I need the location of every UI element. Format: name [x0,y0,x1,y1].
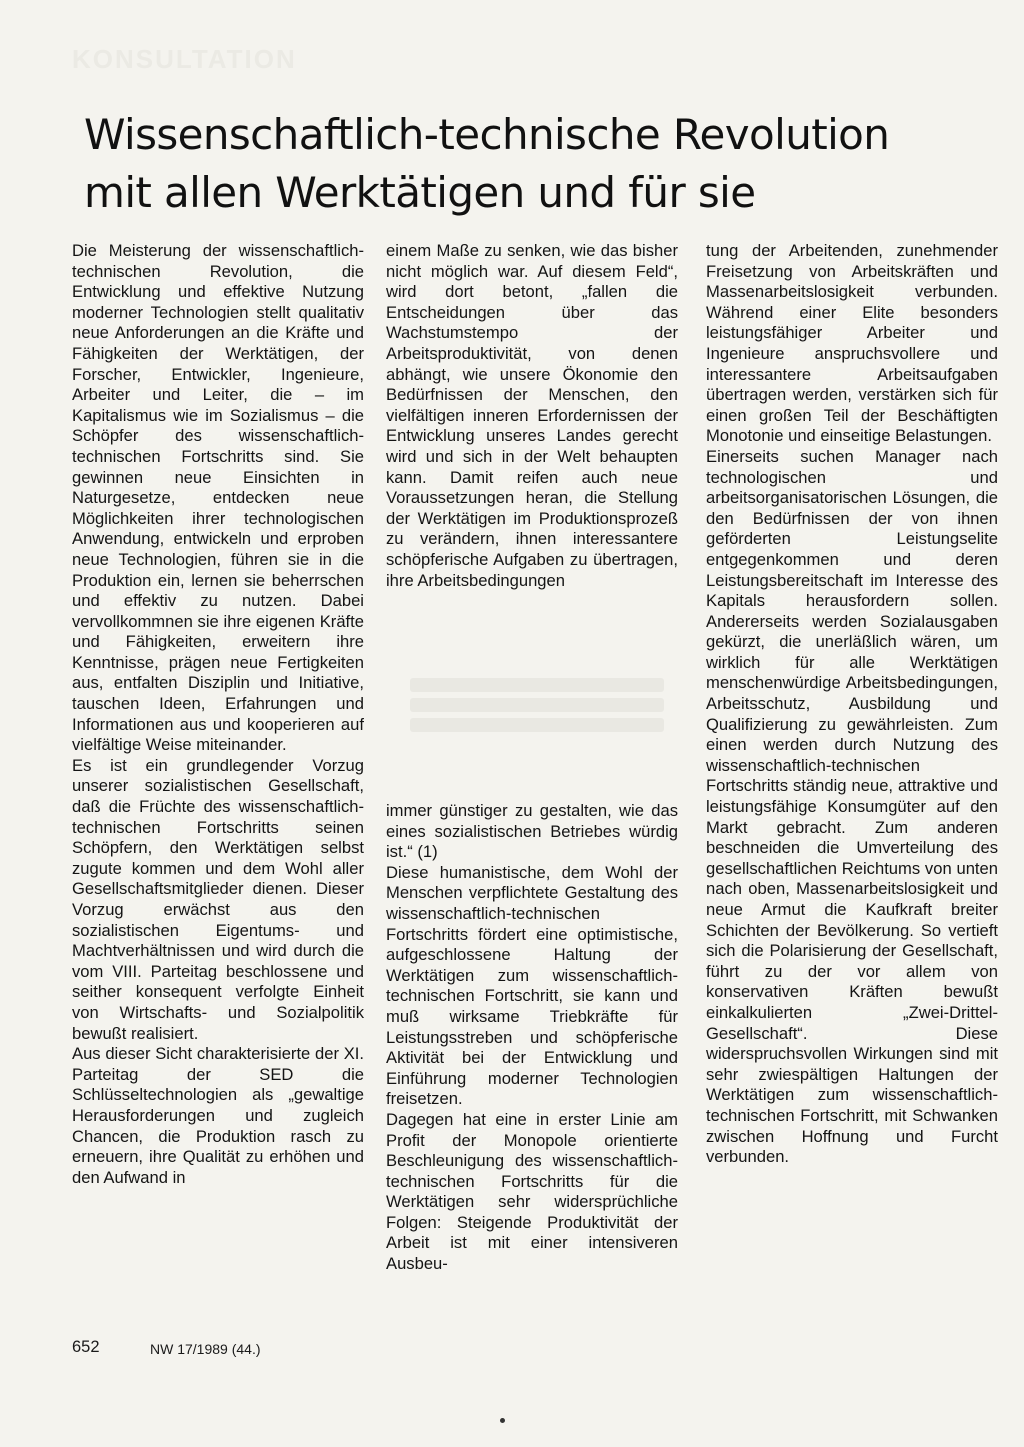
paragraph: einem Maße zu senken, wie das bisher nicht möglich war. Auf diesem Feld“, wird dort betont, „fallen die Entscheidungen über das Wachstumstempo der Arbeitsproduktivität, von denen abhängt, wie unsere Ökonomie den Bedürfnissen der Menschen, den vielfältigen inneren Erfordernissen der Entwicklung unseres Landes gerecht wird und sich in der Welt behaupten kann. Damit reifen auch neue Voraussetzungen heran, die Stellung der Werktätigen im Produktionsprozeß zu verändern, ihnen interessantere schöpferische Aufgaben zu übertragen, ihre Arbeitsbedingungen [386,241,678,590]
page-number: 652 [72,1338,100,1356]
paragraph: Diese humanistische, dem Wohl der Menschen verpflichtete Gestaltung des wissenschaftlich-technischen Fortschritts fördert eine optimistische, aufgeschlossene Haltung der Werktätigen zum wissenschaftlich-technischen Fortschritt, sie kann und muß wirksame Triebkräfte für Leistungsstreben und schöpferische Aktivität bei der Entwicklung und Einführung moderner Technologien freisetzen. [386,862,678,1109]
faded-line [410,718,664,732]
paragraph: Die Meisterung der wissenschaftlich-technischen Revolution, die Entwicklung und effektive Nutzung moderner Technologien stellt qualitativ neue Anforderungen an die Kräfte und Fähigkeiten der Werktätigen, der Forscher, Entwickler, Ingenieure, Arbeiter und Leiter, die – im Kapitalismus wie im Sozialismus – die Schöpfer des wissenschaftlich-technischen Fortschritts sind. Sie gewinnen neue Einsichten in Naturgesetze, entdecken neue Möglichkeiten ihrer technologischen Anwendung, entwickeln und erproben neue Technologien, führen sie in die Produktion ein, lernen sie beherrschen und effektiv zu nutzen. Dabei vervollkommnen sie ihre eigenen Kräfte und Fähigkeiten, erweitern ihre Kenntnisse, prägen neue Fertigkeiten aus, entfalten Disziplin und Initiative, tauschen Ideen, Erfahrungen und Informationen aus und kooperieren auf vielfältige Weise miteinander. [72,241,364,755]
paragraph: immer günstiger zu gestalten, wie das eines sozialistischen Betriebes würdig ist.“ (1) [386,801,678,862]
body-column-3 [706,241,998,1168]
faded-line [410,678,664,692]
headline-line-1: Wissenschaftlich-technische Revolution [84,110,890,159]
headline-line-2: mit allen Werktätigen und für sie [84,168,756,217]
paragraph: Dagegen hat eine in erster Linie am Profit der Monopole orientierte Beschleunigung des wissenschaftlich-technischen Fortschritts für die Werktätigen sehr widersprüchliche Folgen: Steigende Produktivität der Arbeit ist mit einer intensiveren Ausbeu- [386,1109,678,1274]
body-column-2-top [386,241,678,591]
body-column-2-bottom [386,801,678,1275]
paragraph: Einerseits suchen Manager nach technologischen und arbeitsorganisatorischen Lösungen, die den Bedürfnissen der von ihnen geförderten Leistungselite entgegenkommen und deren Leistungsbereitschaft im Interesse des Kapitals herausfordern sollen. Andererseits werden Sozialausgaben gekürzt, die unerläßlich wären, um wirklich für alle Werktätigen menschenwürdige Arbeitsbedingungen, Arbeitsschutz, Ausbildung und Qualifizierung zu gewährleisten. Zum einen werden durch Nutzung des wissenschaftlich-technischen Fortschritts ständig neue, attraktive und leistungsfähige Konsumgüter auf den Markt gebracht. Zum anderen beschneiden die Umverteilung des gesellschaftlichen Reichtums von unten nach oben, Massenarbeitslosigkeit und neue Armut die Kaufkraft breiter Schichten der Bevölkerung. So vertieft sich die Polarisierung der Gesellschaft, führt zu der vor allem von konservativen Kräften bewußt einkalkulierten „Zwei-Drittel-Gesellschaft“. Diese widerspruchsvollen Wirkungen sind mit sehr zwiespältigen Haltungen der Werktätigen zum wissenschaftlich-technischen Fortschritt, mit Schwanken zwischen Hoffnung und Furcht verbunden. [706,446,998,1167]
issue-reference: NW 17/1989 (44.) [150,1341,261,1357]
print-speck [500,1418,505,1423]
faded-line [410,698,664,712]
section-kicker: KONSULTATION [72,44,297,74]
paragraph: Aus dieser Sicht charakterisierte der XI. Parteitag der SED die Schlüsseltechnologien als „gewaltige Herausforderungen und zugleich Chancen, die Produktion rasch zu erneuern, ihre Qualität zu erhöhen und den Aufwand in [72,1044,364,1187]
faded-bleedthrough-block [392,672,682,772]
article-headline [84,106,964,222]
paragraph: tung der Arbeitenden, zunehmender Freisetzung von Arbeitskräften und Massenarbeitslosigkeit verbunden. Während einer Elite besonders leistungsfähiger Arbeiter und Ingenieure anspruchsvollere und interessantere Arbeitsaufgaben übertragen werden, verstärken sich für einen großen Teil der Beschäftigten Monotonie und einseitige Belastungen. [706,241,998,446]
body-column-1 [72,241,364,1188]
paragraph: Es ist ein grundlegender Vorzug unserer sozialistischen Gesellschaft, daß die Früchte des wissenschaftlich-technischen Fortschritts seinen Schöpfern, den Werktätigen selbst zugute kommen und dem Wohl aller Gesellschaftsmitglieder dienen. Dieser Vorzug erwächst aus den sozialistischen Eigentums- und Machtverhältnissen und wird durch die vom VIII. Parteitag beschlossene und seither konsequent verfolgte Einheit von Wirtschafts- und Sozialpolitik bewußt realisiert. [72,755,364,1043]
